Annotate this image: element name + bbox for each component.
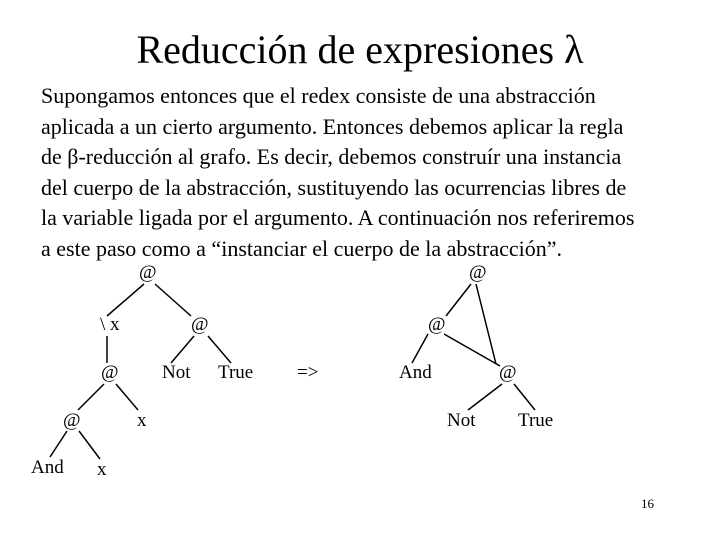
node-app-root-left: @ bbox=[139, 262, 157, 283]
edge-rightapp-true bbox=[208, 336, 231, 363]
edge-innerapp-x bbox=[116, 384, 138, 410]
node-app-root-right: @ bbox=[469, 262, 487, 283]
edge-mid-low bbox=[444, 334, 500, 366]
node-x-var: x bbox=[137, 410, 147, 431]
edge-mid-and bbox=[412, 334, 428, 363]
paragraph-line: a este paso como a “instanciar el cuerpo de la abstracción”. bbox=[41, 235, 563, 261]
node-true-left: True bbox=[218, 362, 254, 383]
node-and-right: And bbox=[399, 362, 432, 383]
paragraph-line: Supongamos entonces que el redex consiste de una abstracción bbox=[41, 83, 596, 108]
edge-innerapp-deepapp bbox=[78, 384, 104, 410]
page-number: 16 bbox=[641, 496, 654, 511]
edge-deepapp-and bbox=[50, 431, 67, 457]
node-app-mid: @ bbox=[428, 314, 446, 335]
node-not-right: Not bbox=[447, 410, 476, 431]
node-true-right: True bbox=[518, 410, 554, 431]
node-x-leaf: x bbox=[97, 459, 107, 480]
edge-rroot-low bbox=[476, 284, 496, 364]
reduction-arrow: => bbox=[297, 362, 319, 383]
edge-root-rightapp bbox=[155, 284, 191, 316]
node-lambda: \ x bbox=[100, 314, 120, 335]
edge-root-lambda bbox=[107, 284, 144, 316]
paragraph-line: la variable ligada por el argumento. A continuación nos referiremos bbox=[41, 205, 635, 230]
edge-low-true bbox=[514, 384, 535, 410]
node-app-deep: @ bbox=[63, 410, 81, 431]
node-and-left: And bbox=[31, 457, 64, 478]
node-app-inner: @ bbox=[101, 362, 119, 383]
node-app-right: @ bbox=[191, 314, 209, 335]
edge-low-not bbox=[468, 384, 502, 410]
edge-rroot-mid bbox=[446, 284, 471, 316]
paragraph-line: de β-reducción al grafo. Es decir, debemos construír una instancia bbox=[41, 144, 622, 169]
paragraph-line: del cuerpo de la abstracción, sustituyendo las ocurrencias libres de bbox=[41, 174, 627, 200]
edge-rightapp-not bbox=[171, 336, 194, 363]
slide-title: Reducción de expresiones λ bbox=[136, 27, 584, 72]
node-app-low: @ bbox=[499, 362, 517, 383]
paragraph-line: aplicada a un cierto argumento. Entonces debemos aplicar la regla bbox=[41, 113, 624, 139]
edge-deepapp-x bbox=[79, 431, 100, 459]
node-not-left: Not bbox=[162, 362, 191, 383]
